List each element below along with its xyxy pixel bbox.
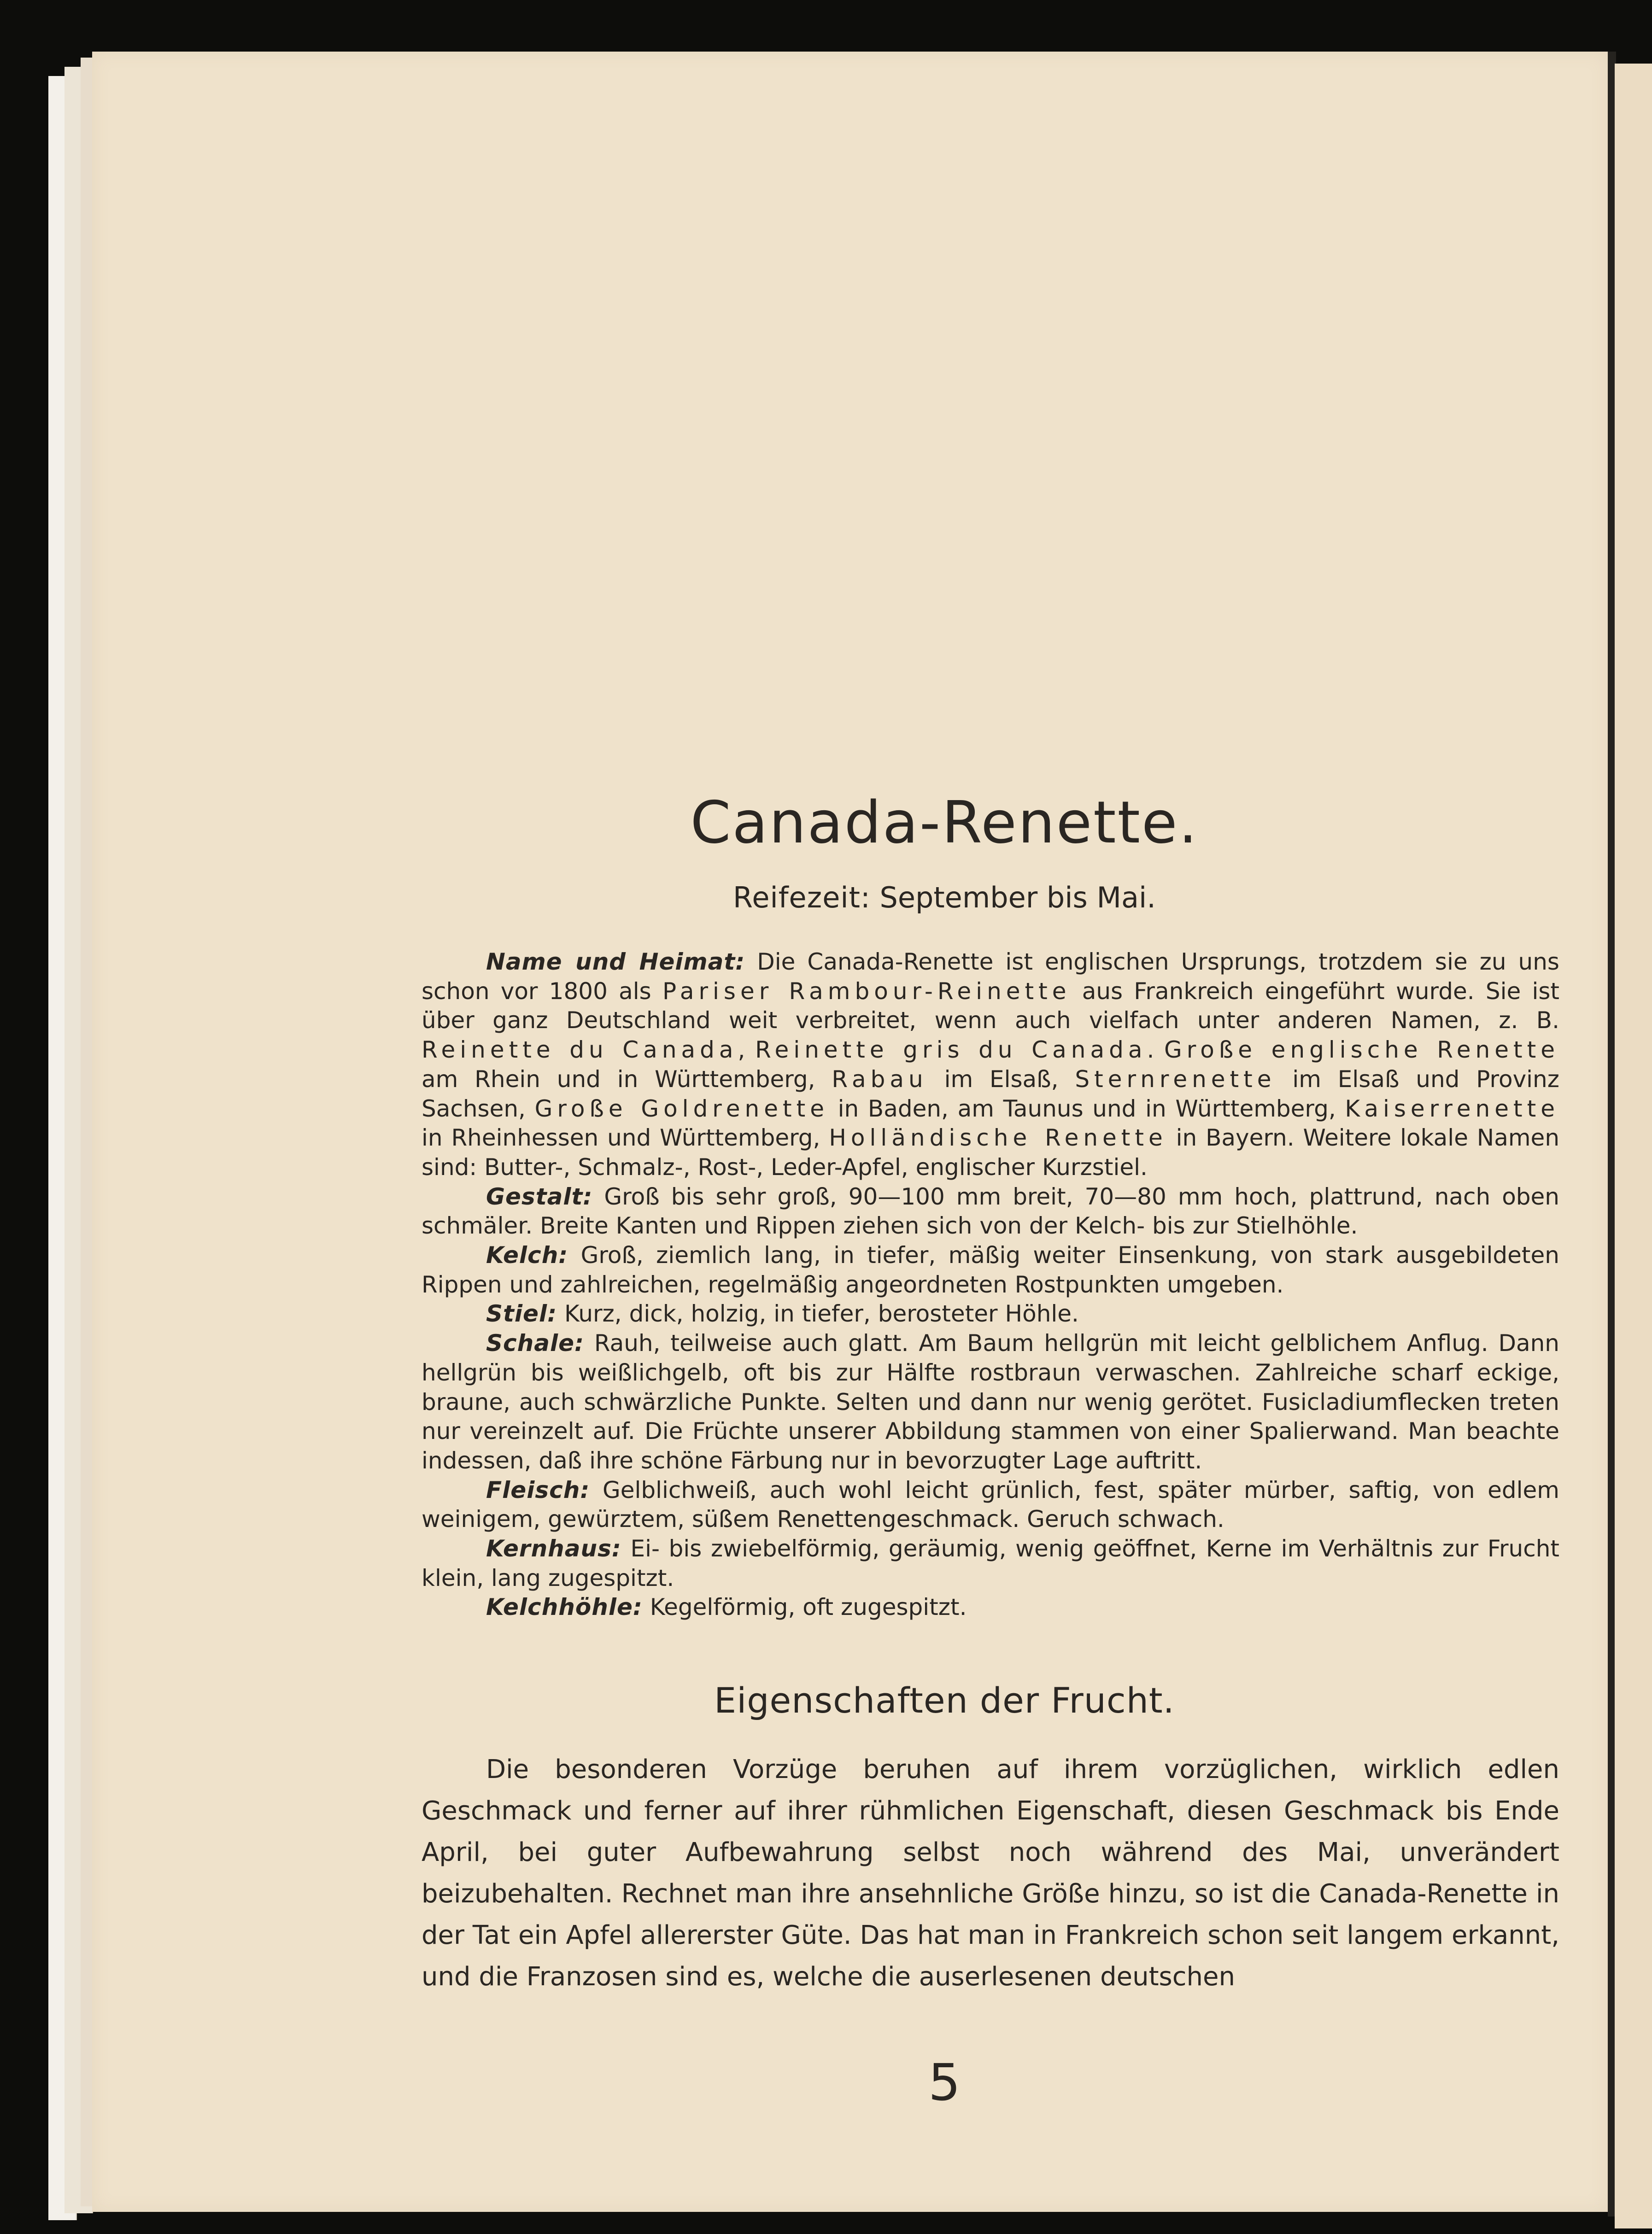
page-number: 5 [928,2053,961,2112]
description-text: Groß, ziemlich lang, in tiefer, mäßig weiter Einsenkung, von stark ausgebildeten Rippen und zahlreichen, regelmäßig angeordneten Rostpunkten umgeben. [422,1242,1559,1298]
variety-name: Kaiserrenette [1345,1095,1559,1122]
description-paragraph [422,1534,1559,1593]
description-text: Groß bis sehr groß, 90—100 mm breit, 70—80 mm hoch, plattrund, nach oben schmäler. Breite Kanten und Rippen ziehen sich von der Kelch- bis zur Stielhöhle. [422,1183,1559,1240]
section-heading: Eigenschaften der Frucht. [714,1680,1175,1721]
description-paragraph [422,1241,1559,1299]
page [92,52,1608,2212]
ripening-label: Reifezeit: [733,881,871,914]
body-text [422,1749,1559,1998]
variety-name: Reinette du Canada [422,1036,738,1064]
body-paragraph: Die besonderen Vorzüge beruhen auf ihrem vorzüglichen, wirklich edlen Geschmack und ferner auf ihrer rühmlichen Eigenschaft, diesen Geschmack bis Ende April, bei guter Aufbewahrung selbst noch während des Mai, unverändert beizubehalten. Rechnet man ihre ansehnliche Größe hinzu, so ist die Canada-Renette in der Tat ein Apfel allererster Güte. Das hat man in Frankreich schon seit langem erkannt, und die Franzosen sind es, welche die auserlesenen deutschen [422,1754,1559,1992]
description-text: Kegelförmig, oft zugespitzt. [650,1594,967,1621]
description-text: in Baden, am Taunus und in Württemberg, [828,1095,1345,1122]
page-title: Canada-Renette. [690,789,1199,856]
description-term: Fleisch: [486,1476,590,1503]
description-paragraph [422,947,1559,1182]
description-text: Gelblichweiß, auch wohl leicht grünlich, fest, später mürber, saftig, von edlem weinigem, gewürztem, süßem Renettengeschmack. Geruch schwach. [422,1476,1559,1533]
description-text: Rauh, teilweise auch glatt. Am Baum hellgrün mit leicht gelblichem Anflug. Dann hellgrün bis weißlichgelb, oft bis zur Hälfte rostbraun verwaschen. Zahlreiche scharf eckige, braune, auch schwärzliche Punkte. Selten und dann nur wenig gerötet. Fusicladiumflecken treten nur vereinzelt auf. Die Früchte unserer Abbildung stammen von einer Spalierwand. Man beachte indessen, daß ihre schöne Färbung nur in bevorzugter Lage auftritt. [422,1330,1559,1474]
description-text: im Elsaß, [927,1065,1075,1093]
description-text: . [1147,1036,1164,1064]
description-text: in Rheinhessen und Württemberg, [422,1124,829,1152]
description-paragraph [422,1476,1559,1534]
description-term: Schale: [486,1330,585,1357]
description-term: Kernhaus: [486,1535,621,1562]
description-text: im Elsaß und Provinz Sachsen, [422,1065,1559,1122]
ripening-value: September bis Mai. [879,881,1156,914]
description-text: , [738,1036,756,1064]
description-term: Kelchhöhle: [486,1594,643,1621]
description-text: Ei- bis zwiebelförmig, geräumig, wenig geöffnet, Kerne im Verhältnis zur Frucht klein, lang zugespitzt. [422,1535,1559,1591]
variety-name: Reinette gris du Canada [755,1036,1147,1064]
description-term: Name und Heimat: [486,948,745,975]
description-term: Stiel: [486,1300,557,1328]
description-text: Die Canada-Renette ist englischen Ursprungs, trotzdem sie zu uns schon vor 1800 als [422,948,1559,1005]
facing-page [1615,64,1652,2228]
variety-name: Große Goldrenette [534,1095,829,1122]
variety-name: Große englische Renette [1164,1036,1559,1064]
variety-name: Sternrenette [1075,1065,1276,1093]
variety-name: Pariser Rambour-Reinette [662,977,1071,1005]
description-text: am Rhein und in Württemberg, [422,1065,832,1093]
variety-name: Rabau [832,1065,928,1093]
description-block [422,947,1559,1622]
variety-name: Holländische Renette [829,1124,1167,1152]
description-paragraph [422,1182,1559,1241]
description-text: Kurz, dick, holzig, in tiefer, berosteter Höhle. [564,1300,1079,1328]
description-text: in Bayern. Weitere lokale Namen sind: Butter-, Schmalz-, Rost-, Leder-Apfel, englischer Kurzstiel. [422,1124,1560,1181]
ripening-line [329,881,1559,914]
description-paragraph [422,1299,1559,1329]
description-term: Kelch: [486,1242,568,1269]
description-paragraph [422,1329,1559,1476]
description-text: aus Frankreich eingeführt wurde. Sie ist über ganz Deutschland weit verbreitet, wenn auch vielfach unter anderen Namen, z. B. [422,977,1559,1034]
description-term: Gestalt: [486,1183,593,1210]
description-paragraph [422,1593,1559,1622]
